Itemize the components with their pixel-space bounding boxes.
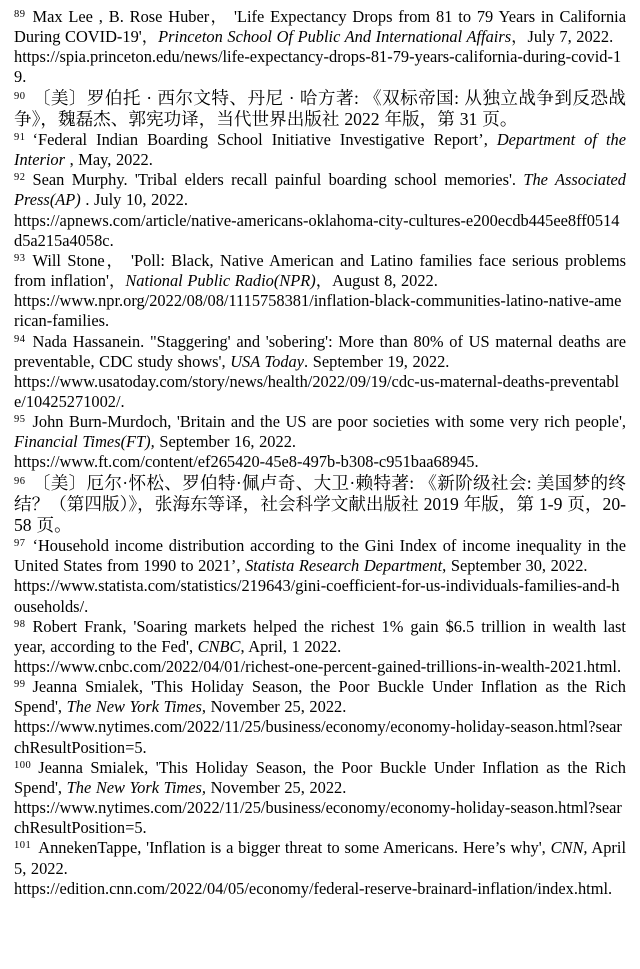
footnote-number: 100	[14, 759, 32, 771]
footnote-number: 101	[14, 840, 32, 852]
publication-name: CNBC	[197, 636, 241, 656]
citation-text: Jeanna Smialek, 'This Holiday Season, the Poor Buckle Under Inflation as the Rich Spend',	[14, 677, 626, 717]
citation-text: , May, 2022.	[65, 150, 153, 170]
publication-name: CNN,	[550, 838, 588, 858]
footnote-100	[14, 758, 626, 839]
citation-text: ，August 8, 2022.	[315, 271, 438, 291]
footnote-90	[14, 88, 626, 130]
citation-url: https://www.nytimes.com/2022/11/25/business/economy/economy-holiday-season.html?searchResultPosition=5.	[14, 717, 622, 757]
citation-text: 〔美〕厄尔·怀松、罗伯特·佩卢奇、大卫·赖特著: 《新阶级社会: 美国梦的终结？（第四版）》，张海东等译，社会科学文献出版社 2019 年版，第 1-9 页，20-58 页。	[14, 472, 626, 535]
citation-text: , April, 1 2022.	[240, 636, 342, 656]
publication-name: Department of the Interior	[14, 129, 627, 170]
footnote-94	[14, 332, 626, 413]
citation-text: John Burn-Murdoch, 'Britain and the US are poor societies with some very rich people',	[32, 412, 626, 432]
citation-text: Robert Frank, 'Soaring markets helped the richest 1% gain $6.5 trillion in wealth last year, according to the Fed',	[14, 616, 626, 656]
citation-text: Jeanna Smialek, 'This Holiday Season, the Poor Buckle Under Inflation as the Rich Spend',	[14, 757, 626, 797]
footnote-number: 96	[14, 475, 26, 487]
citation-text: AnnekenTappe, 'Inflation is a bigger threat to some Americans. Here’s why',	[38, 838, 551, 858]
footnote-101	[14, 838, 626, 898]
citation-text: Max Lee , B. Rose Huber， 'Life Expectancy Drops from 81 to 79 Years in California During COVID-19'，	[14, 7, 626, 47]
citation-text: 〔美〕罗伯托 · 西尔文特、丹尼 · 哈方著: 《双标帝国: 从独立战争到反恐战争》，魏磊杰、郭宪功译，当代世界出版社 2022 年版，第 31 页。	[14, 87, 626, 129]
footnote-89	[14, 7, 626, 88]
footnote-98	[14, 617, 626, 677]
citation-url: https://apnews.com/article/native-americans-oklahoma-city-cultures-e200ecdb445ee8ff0514d5a215a4058c.	[14, 210, 620, 250]
citation-text: Nada Hassanein. "Staggering' and 'sobering': More than 80% of US maternal deaths are preventable, CDC study shows',	[14, 331, 626, 371]
publication-name: The Associated Press(AP)	[14, 170, 626, 210]
publication-name: Princeton School Of Public And International Affairs	[158, 27, 512, 47]
publication-name: The New York Times	[66, 697, 202, 717]
citation-url: https://edition.cnn.com/2022/04/05/economy/federal-reserve-brainard-inflation/index.html.	[14, 878, 613, 898]
citation-url: https://spia.princeton.edu/news/life-expectancy-drops-81-79-years-california-during-covid-19.	[14, 47, 622, 87]
publication-name: National Public Radio(NPR)	[125, 271, 316, 291]
citation-url: https://www.usatoday.com/story/news/health/2022/09/19/cdc-us-maternal-deaths-preventable/10425271002/.	[14, 371, 620, 411]
citation-text: ，July 7, 2022.	[511, 27, 614, 47]
footnote-number: 99	[14, 679, 26, 691]
citation-url: https://www.cnbc.com/2022/04/01/richest-one-percent-gained-trillions-in-wealth-2021.html.	[14, 657, 622, 676]
footnote-number: 89	[14, 9, 26, 20]
footnote-99	[14, 677, 626, 758]
footnote-number: 94	[14, 333, 26, 345]
citation-text: . July 10, 2022.	[80, 190, 188, 210]
citation-text: Sean Murphy. 'Tribal elders recall painful boarding school memories'.	[32, 170, 524, 190]
footnote-number: 91	[14, 131, 26, 143]
footnote-number: 90	[14, 90, 26, 102]
footnote-97	[14, 536, 626, 617]
citation-text: Will Stone， 'Poll: Black, Native American and Latino families face serious problems from inflation'，	[14, 250, 626, 291]
citation-url: https://www.ft.com/content/ef265420-45e8-497b-b308-c951baa68945.	[14, 452, 479, 472]
publication-name: Financial Times(FT),	[14, 432, 155, 452]
citation-url: https://www.npr.org/2022/08/08/1115758381/inflation-black-communities-latino-native-american-families.	[14, 291, 622, 331]
citation-url: https://www.nytimes.com/2022/11/25/business/economy/economy-holiday-season.html?searchResultPosition=5.	[14, 798, 622, 838]
citation-text: November 25, 2022.	[205, 777, 347, 797]
footnote-95	[14, 412, 626, 472]
citation-text: ‘Household income distribution according to the Gini Index of income inequality in the United States from 1990 to 2021’,	[14, 536, 626, 576]
footnote-number: 93	[14, 252, 26, 264]
footnote-number: 95	[14, 414, 26, 426]
footnote-number: 98	[14, 618, 26, 630]
footnote-92	[14, 170, 626, 251]
citation-text: April 5, 2022.	[14, 838, 627, 878]
publication-name: The New York Times,	[66, 777, 206, 797]
citation-text: , November 25, 2022.	[201, 697, 347, 717]
footnote-list	[14, 7, 626, 899]
citation-url: https://www.statista.com/statistics/219643/gini-coefficient-for-us-individuals-families-and-households/.	[14, 576, 620, 616]
footnote-91	[14, 130, 626, 170]
footnote-96	[14, 473, 626, 536]
citation-text: September 16, 2022.	[154, 432, 296, 452]
footnote-93	[14, 251, 626, 332]
citation-text: , September 30, 2022.	[442, 556, 588, 576]
footnote-number: 97	[14, 538, 26, 550]
publication-name: USA Today	[230, 351, 305, 371]
publication-name: Statista Research Department	[245, 556, 443, 576]
citation-text: ‘Federal Indian Boarding School Initiative Investigative Report’,	[32, 129, 497, 149]
footnote-number: 92	[14, 172, 26, 184]
citation-text: . September 19, 2022.	[304, 351, 450, 371]
